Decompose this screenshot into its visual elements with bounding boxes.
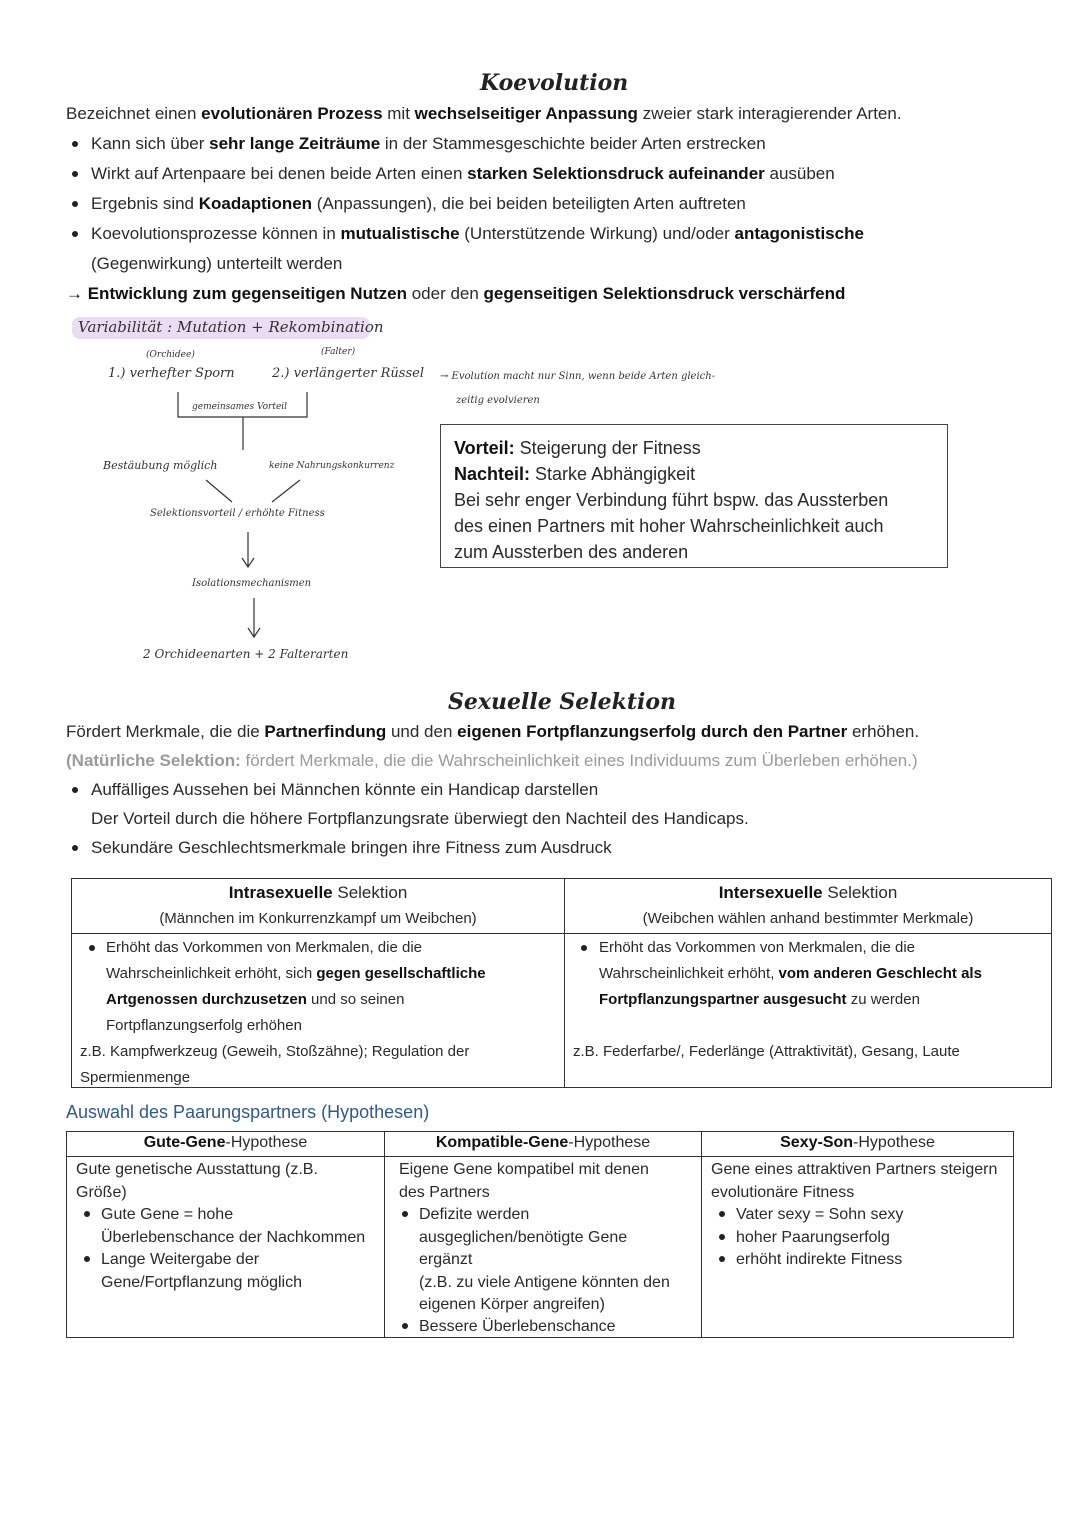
bullet (719, 1234, 725, 1240)
inter-header (565, 879, 1052, 934)
intra-cell (72, 934, 565, 1088)
text: vom anderen Geschlecht als (778, 965, 982, 982)
vorteil-line (454, 435, 888, 461)
text: erhöht indirekte Fitness (736, 1251, 903, 1268)
selektion-label: Selektionsvorteil / erhöhte Fitness (150, 508, 325, 519)
text: Artgenossen durchzusetzen (106, 991, 307, 1008)
text: Lange Weitergabe der (101, 1251, 260, 1268)
text: (Natürliche Selektion: (66, 751, 241, 770)
side-note-line-1: → Evolution macht nur Sinn, wenn beide Arten gleich- (440, 371, 716, 382)
text: fördert Merkmale, die die Wahrscheinlichkeit eines Individuums zum Überleben erhöhen.) (240, 751, 918, 770)
text: Defizite werden (419, 1206, 530, 1223)
converge-left (206, 480, 232, 502)
text: Steigerung der Fitness (514, 438, 701, 458)
text: Eigene Gene kompatibel mit denen (399, 1161, 649, 1178)
text: Fortpflanzungspartner ausgesucht (599, 991, 847, 1008)
sexuell-intro (66, 722, 919, 742)
text: z.B. Kampfwerkzeug (Geweih, Stoßzähne); Regulation der (80, 1043, 470, 1060)
text: Bezeichnet einen (66, 104, 202, 123)
bracket-line (178, 392, 307, 417)
nachteil-line (454, 461, 888, 487)
text: Kompatible-Gene (435, 1134, 569, 1151)
variability-label: Variabilität : Mutation + Rekombination (78, 318, 384, 336)
diagram-lines (0, 0, 1080, 700)
text (599, 961, 982, 987)
sexuell-bullet-1-cont: Der Vorteil durch die höhere Fortpflanzungsrate überwiegt den Nachteil des Handicaps. (91, 809, 749, 828)
text: z.B. Federfarbe/, Federlänge (Attraktivität), Gesang, Laute (573, 1043, 960, 1060)
text: Wahrscheinlichkeit erhöht, sich (106, 965, 317, 982)
result-label: 2 Orchideenarten + 2 Falterarten (143, 647, 349, 661)
text: Vater sexy = Sohn sexy (736, 1206, 904, 1223)
text: mit (382, 104, 415, 123)
text: -Hypothese (853, 1134, 935, 1151)
text: Intrasexuelle (228, 883, 333, 902)
text: zweier stark interagierender Arten. (637, 104, 902, 123)
text: Intersexuelle (718, 883, 823, 902)
text: Gene/Fortpflanzung möglich (101, 1273, 302, 1291)
text: Partnerfindung (264, 722, 387, 741)
bullet (402, 1323, 408, 1329)
text: → Entwicklung zum gegenseitigen Nutzen (66, 284, 407, 303)
text: und so seinen (306, 991, 405, 1008)
text: eigenen Körper angreifen) (419, 1296, 605, 1313)
text: Überlebenschance der Nachkommen (101, 1228, 366, 1246)
text: Spermienmenge (80, 1069, 191, 1086)
text: Fördert Merkmale, die die (66, 722, 265, 741)
sexy-son-cell (702, 1157, 1014, 1338)
isolation-label: Isolationsmechanismen (192, 578, 312, 589)
text: Gute Gene = hohe (101, 1206, 234, 1223)
box-line-4: des einen Partners mit hoher Wahrscheinlichkeit auch (454, 516, 884, 536)
text: zu werden (846, 991, 920, 1008)
text: Starke Abhängigkeit (530, 464, 696, 484)
text: Bessere Überlebenschance (419, 1318, 616, 1335)
text: oder den (406, 284, 484, 303)
text: Gene eines attraktiven Partners steigern (711, 1161, 998, 1178)
box-line-5: zum Aussterben des anderen (454, 542, 689, 562)
text: Ergebnis sind (91, 194, 199, 213)
bullet (89, 945, 95, 951)
text: Koadaptionen (198, 194, 313, 213)
orchidee-note: (Orchidee) (146, 350, 195, 360)
intra-header (72, 879, 565, 934)
bullet (402, 1211, 408, 1217)
selection-table (71, 878, 1052, 1088)
koevolution-title: Koevolution (480, 70, 629, 96)
text: Wirkt auf Artenpaare bei denen beide Arten einen (91, 164, 468, 183)
text: Nachteil: (454, 464, 531, 484)
bullet (719, 1211, 725, 1217)
text: Vorteil: (454, 438, 515, 458)
text: Erhöht das Vorkommen von Merkmalen, die die (106, 939, 422, 956)
text: hoher Paarungserfolg (736, 1229, 890, 1246)
text: des Partners (399, 1183, 490, 1201)
text: Selektion (822, 883, 898, 902)
sexy-son-header (702, 1132, 1014, 1157)
text (106, 961, 486, 987)
hypotheses-table (66, 1131, 1014, 1338)
text: Wahrscheinlichkeit erhöht, (599, 965, 779, 982)
natural-selection-note (66, 751, 918, 771)
intra-subheader: (Männchen im Konkurrenzkampf um Weibchen) (159, 910, 477, 927)
text: Erhöht das Vorkommen von Merkmalen, die die (599, 939, 915, 956)
text: Sexy-Son (780, 1134, 854, 1151)
text: eigenen Fortpflanzungserfolg durch den Partner (457, 722, 848, 741)
bullet (72, 845, 78, 851)
sexuell-bullet-2: Sekundäre Geschlechtsmerkmale bringen ihre Fitness zum Ausdruck (91, 838, 612, 857)
vorteil-label: gemeinsames Vorteil (192, 402, 288, 412)
falter-note: (Falter) (321, 347, 356, 357)
sporn-label: 1.) verhefter Sporn (108, 366, 235, 381)
text: Koevolutionsprozesse können in (91, 224, 341, 243)
side-note-line-2: zeitig evolvieren (456, 395, 540, 406)
bullet (72, 787, 78, 793)
text: evolutionäre Fitness (711, 1183, 855, 1201)
text: -Hypothese (225, 1134, 308, 1151)
text: ergänzt (419, 1251, 473, 1268)
ruessel-label: 2.) verlängerter Rüssel (272, 366, 424, 381)
kompatible-gene-cell (385, 1157, 702, 1338)
text: (Anpassungen), die bei beiden beteiligten Arten auftreten (312, 194, 746, 213)
sexuell-title: Sexuelle Selektion (448, 689, 677, 715)
text: ausüben (764, 164, 835, 183)
koevolution-bullet-4-cont: (Gegenwirkung) unterteilt werden (91, 254, 343, 273)
inter-cell (565, 934, 1052, 1088)
text: ausgeglichen/benötigte Gene (419, 1228, 628, 1246)
bullet (581, 945, 587, 951)
inter-subheader: (Weibchen wählen anhand bestimmter Merkmale) (642, 910, 974, 927)
text: gegenseitigen Selektionsdruck verschärfend (483, 284, 846, 303)
text: starken Selektionsdruck aufeinander (467, 164, 765, 183)
text: antagonistische (734, 224, 864, 243)
text: sehr lange Zeiträume (209, 134, 381, 153)
text: Gute genetische Ausstattung (z.B. (76, 1161, 318, 1178)
bullet (719, 1256, 725, 1262)
text: Selektion (332, 883, 408, 902)
converge-right (272, 480, 300, 502)
kompatible-gene-header (385, 1132, 702, 1157)
text: -Hypothese (568, 1134, 651, 1151)
text: gegen gesellschaftliche (316, 965, 486, 982)
bestaeubung-label: Bestäubung möglich (103, 459, 218, 472)
sexuell-bullet-1: Auffälliges Aussehen bei Männchen könnte ein Handicap darstellen (91, 780, 599, 799)
gute-gene-header (67, 1132, 385, 1157)
text: Gute-Gene (143, 1134, 226, 1151)
vor-nachteil-box (440, 424, 948, 568)
box-line-3: Bei sehr enger Verbindung führt bspw. das Aussterben (454, 490, 889, 510)
text: (Unterstützende Wirkung) und/oder (459, 224, 735, 243)
gute-gene-cell (67, 1157, 385, 1338)
auswahl-heading: Auswahl des Paarungspartners (Hypothesen) (66, 1102, 430, 1122)
text: (z.B. zu viele Antigene könnten den (419, 1273, 670, 1291)
text: mutualistische (340, 224, 460, 243)
text: wechselseitiger Anpassung (414, 104, 638, 123)
text: und den (386, 722, 458, 741)
konkurrenz-label: keine Nahrungskonkurrenz (269, 461, 395, 471)
bullet (84, 1211, 90, 1217)
text: in der Stammesgeschichte beider Arten erstrecken (380, 134, 766, 153)
text: erhöhen. (847, 722, 920, 741)
bullet (84, 1256, 90, 1262)
text: Fortpflanzungserfolg erhöhen (106, 1017, 302, 1034)
text: Kann sich über (91, 134, 210, 153)
text (599, 987, 982, 1013)
text (106, 987, 486, 1013)
text: Größe) (76, 1183, 127, 1201)
text: evolutionären Prozess (201, 104, 383, 123)
